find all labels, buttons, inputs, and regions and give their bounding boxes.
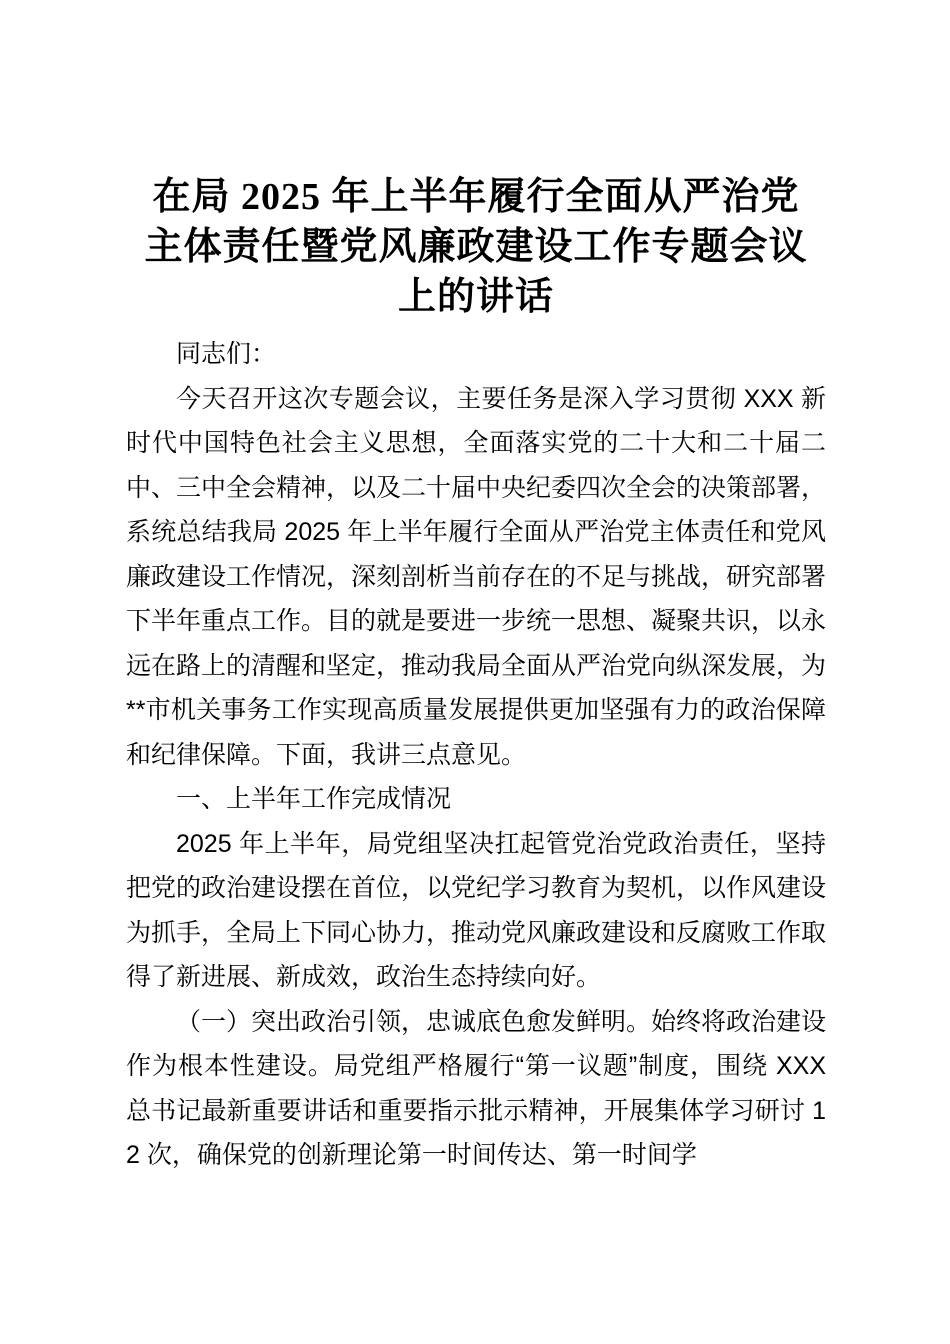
paragraph: 今天召开这次专题会议，主要任务是深入学习贯彻 XXX 新时代中国特色社会主义思想，全面落实党的二十大和二十届二中、三中全会精神，以及二十届中央纪委四次全会的决策部署，系统总结我局 2025 年上半年履行全面从严治党主体责任和党风廉政建设工作情况，深刻剖析当前存在的不足与挑战，研究部署下半年重点工作。目的就是要进一步统一思想、凝聚共识，以永远在路上的清醒和坚定，推动我局全面从严治党向纵深发展，为**市机关事务工作实现高质量发展提供更加坚强有力的政治保障和纪律保障。下面，我讲三点意见。	[126, 384, 827, 769]
document-title	[126, 172, 826, 322]
paragraph: （一）突出政治引领，忠诚底色愈发鲜明。始终将政治建设作为根本性建设。局党组严格履行“第一议题”制度，围绕 XXX 总书记最新重要讲话和重要指示批示精神，开展集体学习研讨 12 次，确保党的创新理论第一时间传达、第一时间学	[126, 1007, 827, 1169]
title-line: 在局 2025 年上半年履行全面从严治党	[152, 176, 800, 218]
paragraph: 2025 年上半年，局党组坚决扛起管党治党政治责任，坚持把党的政治建设摆在首位，以党纪学习教育为契机，以作风建设为抓手，全局上下同心协力，推动党风廉政建设和反腐败工作取得了新进展、新成效，政治生态持续向好。	[126, 829, 827, 991]
document-body	[126, 332, 826, 1178]
paragraph: 一、上半年工作完成情况	[176, 785, 452, 813]
title-line: 上的讲话	[397, 276, 554, 318]
title-line: 主体责任暨党风廉政建设工作专题会议	[144, 226, 808, 268]
paragraph: 同志们：	[176, 340, 277, 368]
